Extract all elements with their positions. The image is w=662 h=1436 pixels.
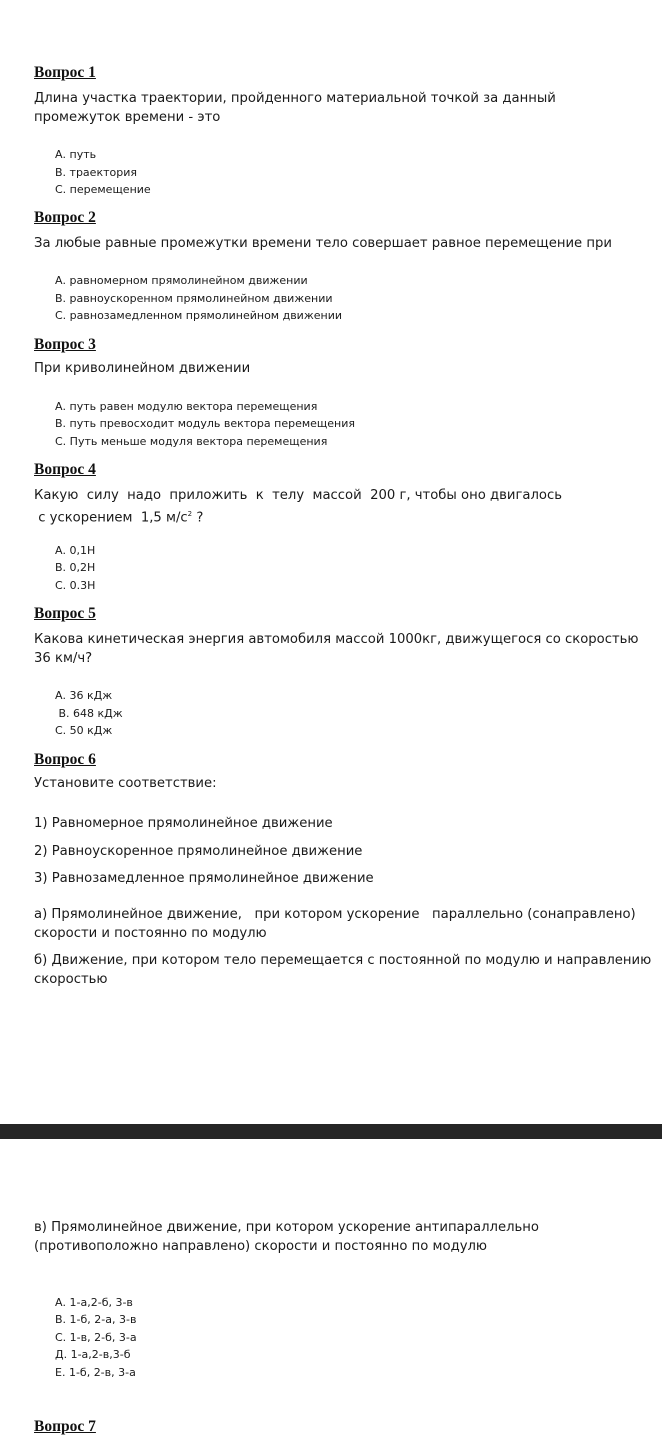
question-4-text-line2-b: ? [192, 510, 204, 526]
question-6-definition-b: б) Движение, при котором тело перемещается с постоянной по модулю и направлению скоростью [34, 953, 652, 987]
question-6-definition-v: в) Прямолинейное движение, при котором ускорение антипараллельно (противоположно направлено) скорости и постоянно по модулю [34, 1220, 539, 1254]
question-6-option-c[interactable]: С. 1-в, 2-б, 3-а [55, 1331, 137, 1344]
question-1-title: Вопрос 1 [34, 64, 96, 81]
question-3-option-a[interactable]: А. путь равен модулю вектора перемещения [55, 400, 318, 413]
question-3-option-b[interactable]: В. путь превосходит модуль вектора перемещения [55, 417, 355, 430]
question-4-text-line2-a: с ускорением 1,5 м/с [34, 510, 188, 526]
question-4-superscript: 2 [187, 510, 193, 518]
question-6-option-b[interactable]: В. 1-б, 2-а, 3-в [55, 1313, 137, 1326]
question-4-title: Вопрос 4 [34, 461, 96, 478]
question-2-option-b[interactable]: В. равноускоренном прямолинейном движении [55, 292, 333, 305]
question-4-option-c[interactable]: С. 0.3Н [55, 579, 96, 592]
question-3-title: Вопрос 3 [34, 336, 96, 353]
question-6-title: Вопрос 6 [34, 751, 96, 768]
question-6-item-1: 1) Равномерное прямолинейное движение [34, 816, 333, 831]
question-5-option-a[interactable]: А. 36 кДж [55, 689, 113, 702]
question-6-option-a[interactable]: А. 1-а,2-б, 3-в [55, 1296, 133, 1309]
question-2-option-c[interactable]: С. равнозамедленном прямолинейном движении [55, 309, 342, 322]
question-6-option-e[interactable]: Е. 1-б, 2-в, 3-а [55, 1366, 136, 1379]
screenshot-separator [0, 1124, 662, 1139]
question-4-option-a[interactable]: А. 0,1Н [55, 544, 96, 557]
question-1-option-b[interactable]: В. траектория [55, 166, 137, 179]
question-6-option-d[interactable]: Д. 1-а,2-в,3-б [55, 1348, 131, 1361]
question-1-option-a[interactable]: А. путь [55, 148, 97, 161]
question-4-text-line1: Какую силу надо приложить к телу массой 200 г, чтобы оно двигалось [34, 488, 562, 503]
question-3-option-c[interactable]: С. Путь меньше модуля вектора перемещения [55, 435, 328, 448]
question-4-option-b[interactable]: В. 0,2Н [55, 561, 96, 574]
question-6-definition-a: а) Прямолинейное движение, при котором ускорение параллельно (сонаправлено) скорости и постоянно по модулю [34, 907, 640, 941]
question-5-title: Вопрос 5 [34, 605, 96, 622]
question-3-text: При криволинейном движении [34, 361, 251, 376]
question-7-title: Вопрос 7 [34, 1418, 96, 1435]
question-1-text: Длина участка траектории, пройденного материальной точкой за данный промежуток времени - это [34, 91, 556, 125]
question-6-item-3: 3) Равнозамедленное прямолинейное движение [34, 871, 374, 886]
question-5-text: Какова кинетическая энергия автомобиля массой 1000кг, движущегося со скоростью 36 км/ч? [34, 632, 639, 666]
question-2-title: Вопрос 2 [34, 209, 96, 226]
question-1-option-c[interactable]: С. перемещение [55, 183, 151, 196]
question-6-item-2: 2) Равноускоренное прямолинейное движение [34, 844, 363, 859]
question-4-text-line2 [34, 505, 203, 527]
question-2-text: За любые равные промежутки времени тело совершает равное перемещение при [34, 236, 612, 251]
question-2-option-a[interactable]: А. равномерном прямолинейном движении [55, 274, 308, 287]
question-5-option-b[interactable]: В. 648 кДж [55, 707, 123, 720]
question-5-option-c[interactable]: С. 50 кДж [55, 724, 113, 737]
question-6-text: Установите соответствие: [34, 776, 217, 791]
